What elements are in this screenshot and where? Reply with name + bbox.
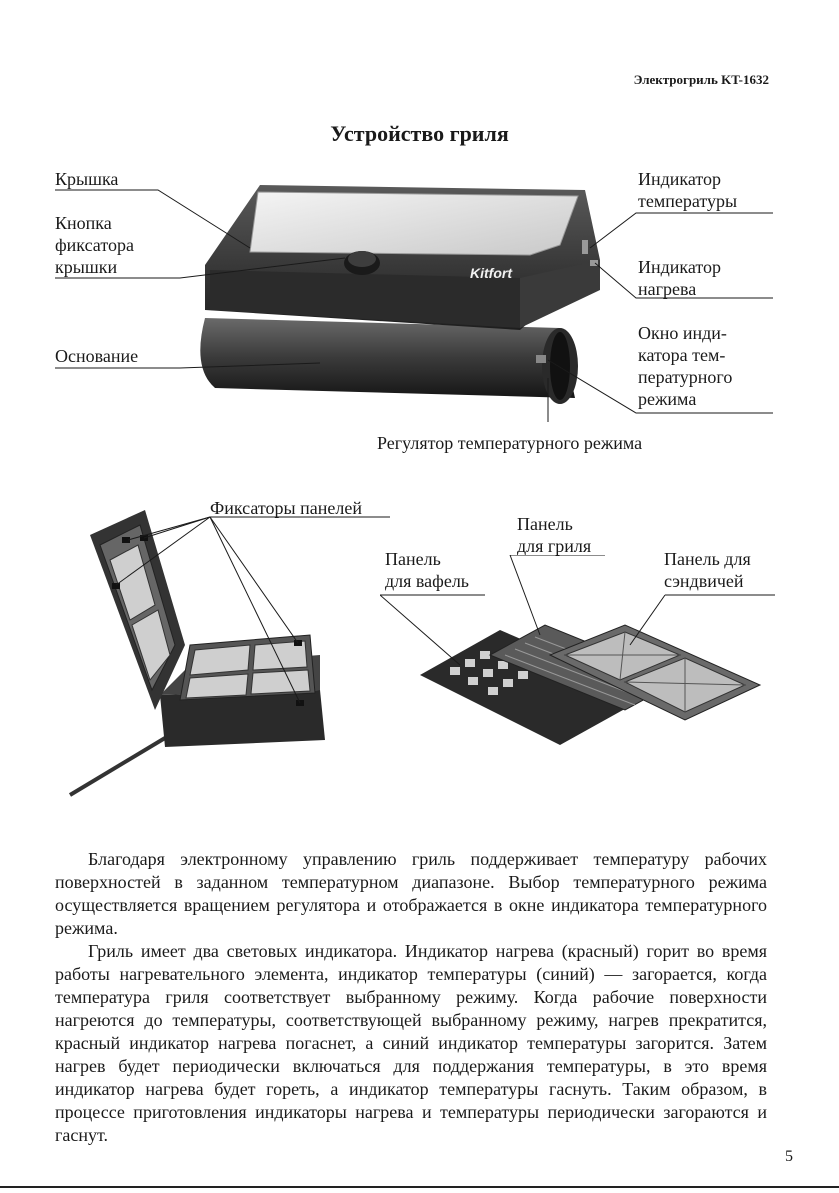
section-title: Устройство гриля <box>330 121 509 146</box>
label-heat-indicator-line: Индикатор <box>638 257 722 277</box>
label-grill-panel-line: Панель <box>517 514 573 534</box>
label-temperature-indicator-line: температуры <box>638 191 738 211</box>
label-sandwich-panel-line: Панель для <box>664 549 751 569</box>
label-regulator: Регулятор температурного режима <box>377 433 643 453</box>
label-sandwich-panel <box>664 548 751 592</box>
mode-window <box>536 355 546 363</box>
paragraph: Гриль имеет два световых индикатора. Индикатор нагрева (красный) горит во время работы нагревательного элемента, индикатор температуры (синий) — загорается, когда температура гриля соответствует выбранному режиму. Когда рабочие поверхности нагреются до температуры, соответствующей выбранному режиму, нагрев прекратится, красный индикатор нагрева погаснет, а синий индикатор температуры загорится. Затем нагрев будет периодически включаться для поддержания температуры, в это время индикатор нагрева будет гореть, а индикатор температуры гаснуть. Таким образом, в процессе приготовления индикаторы нагрева и температуры периодически загораются и гаснут. <box>55 941 767 1145</box>
label-lid-button-line: фиксатора <box>55 235 134 255</box>
label-lid: Крышка <box>55 169 119 189</box>
label-mode-window <box>638 322 732 410</box>
label-temperature-indicator-line: Индикатор <box>638 169 722 189</box>
label-waffle-panel-line: для вафель <box>385 571 470 591</box>
label-mode-window-line: Окно инди- <box>638 323 727 343</box>
page-number: 5 <box>785 1148 793 1165</box>
label-mode-window-line: пературного <box>638 367 733 387</box>
label-lid-button-line: Кнопка <box>55 213 112 233</box>
label-temperature-indicator <box>638 168 737 212</box>
paragraph: Благодаря электронному управлению гриль поддерживает температуру рабочих поверхностей в заданном температурном диапазоне. Выбор температурного режима осуществляется вращением регулятора и отображается в окне индикатора температурного режима. <box>55 849 767 938</box>
label-heat-indicator <box>638 256 721 300</box>
label-heat-indicator-line: нагрева <box>638 279 697 299</box>
label-panel-locks: Фиксаторы панелей <box>210 498 362 518</box>
header-title: Электрогриль KT-1632 <box>633 72 769 87</box>
label-sandwich-panel-line: сэндвичей <box>664 571 744 591</box>
label-lid-button <box>55 212 134 278</box>
open-grill-illustration <box>60 495 400 815</box>
label-grill-panel <box>517 513 591 557</box>
label-mode-window-line: режима <box>638 389 697 409</box>
label-base: Основание <box>55 346 139 366</box>
label-waffle-panel <box>385 548 469 592</box>
kitfort-logo: Kitfort <box>470 265 512 281</box>
label-mode-window-line: катора тем- <box>638 345 726 365</box>
label-waffle-panel-line: Панель <box>385 549 441 569</box>
temperature-indicator <box>582 240 588 254</box>
bottom-rule <box>0 1186 839 1188</box>
label-lid-button-line: крышки <box>55 257 118 277</box>
body-text <box>55 848 767 1147</box>
label-grill-panel-line: для гриля <box>517 536 592 556</box>
